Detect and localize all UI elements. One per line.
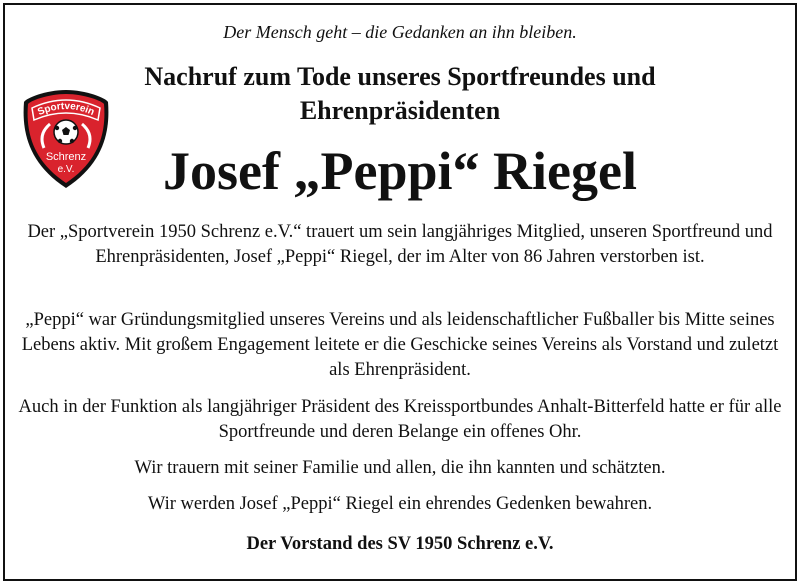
heading-line-1: Nachruf zum Tode unseres Sportfreundes und	[144, 62, 656, 91]
deceased-name: Josef „Peppi“ Riegel	[163, 141, 637, 201]
signature: Der Vorstand des SV 1950 Schrenz e.V.	[246, 534, 554, 554]
heading-line-2: Ehrenpräsidenten	[299, 96, 501, 125]
logo-top-text: Sportverein	[36, 100, 96, 119]
logo-ev-text: e.V.	[57, 164, 75, 175]
paragraph-4: Wir trauern mit seiner Familie und allen, die ihn kannten und schätzten.	[134, 458, 666, 478]
paragraph-2: „Peppi“ war Gründungsmitglied unseres Vereins und als leidenschaftlicher Fußballer bis Mitte seines Lebens aktiv. Mit großem Engagement leitete er die Geschicke seines Vereins als Vorstand und zuletzt als Ehrenpräsident.	[21, 310, 779, 380]
motto: Der Mensch geht – die Gedanken an ihn bleiben.	[223, 22, 577, 42]
paragraph-1: Der „Sportverein 1950 Schrenz e.V.“ trauert um sein langjähriges Mitglied, unseren Sportfreund und Ehrenpräsidenten, Josef „Peppi“ Riegel, der im Alter von 86 Jahren verstorben ist.	[27, 222, 773, 267]
club-logo	[20, 88, 112, 190]
logo-town-text: Schrenz	[45, 151, 87, 163]
paragraph-3: Auch in der Funktion als langjähriger Präsident des Kreissportbundes Anhalt-Bitterfeld hatte er für alle Sportfreunde und deren Belange ein offenes Ohr.	[18, 397, 782, 442]
paragraph-5: Wir werden Josef „Peppi“ Riegel ein ehrendes Gedenken bewahren.	[147, 494, 653, 514]
notice-heading	[0, 60, 800, 128]
